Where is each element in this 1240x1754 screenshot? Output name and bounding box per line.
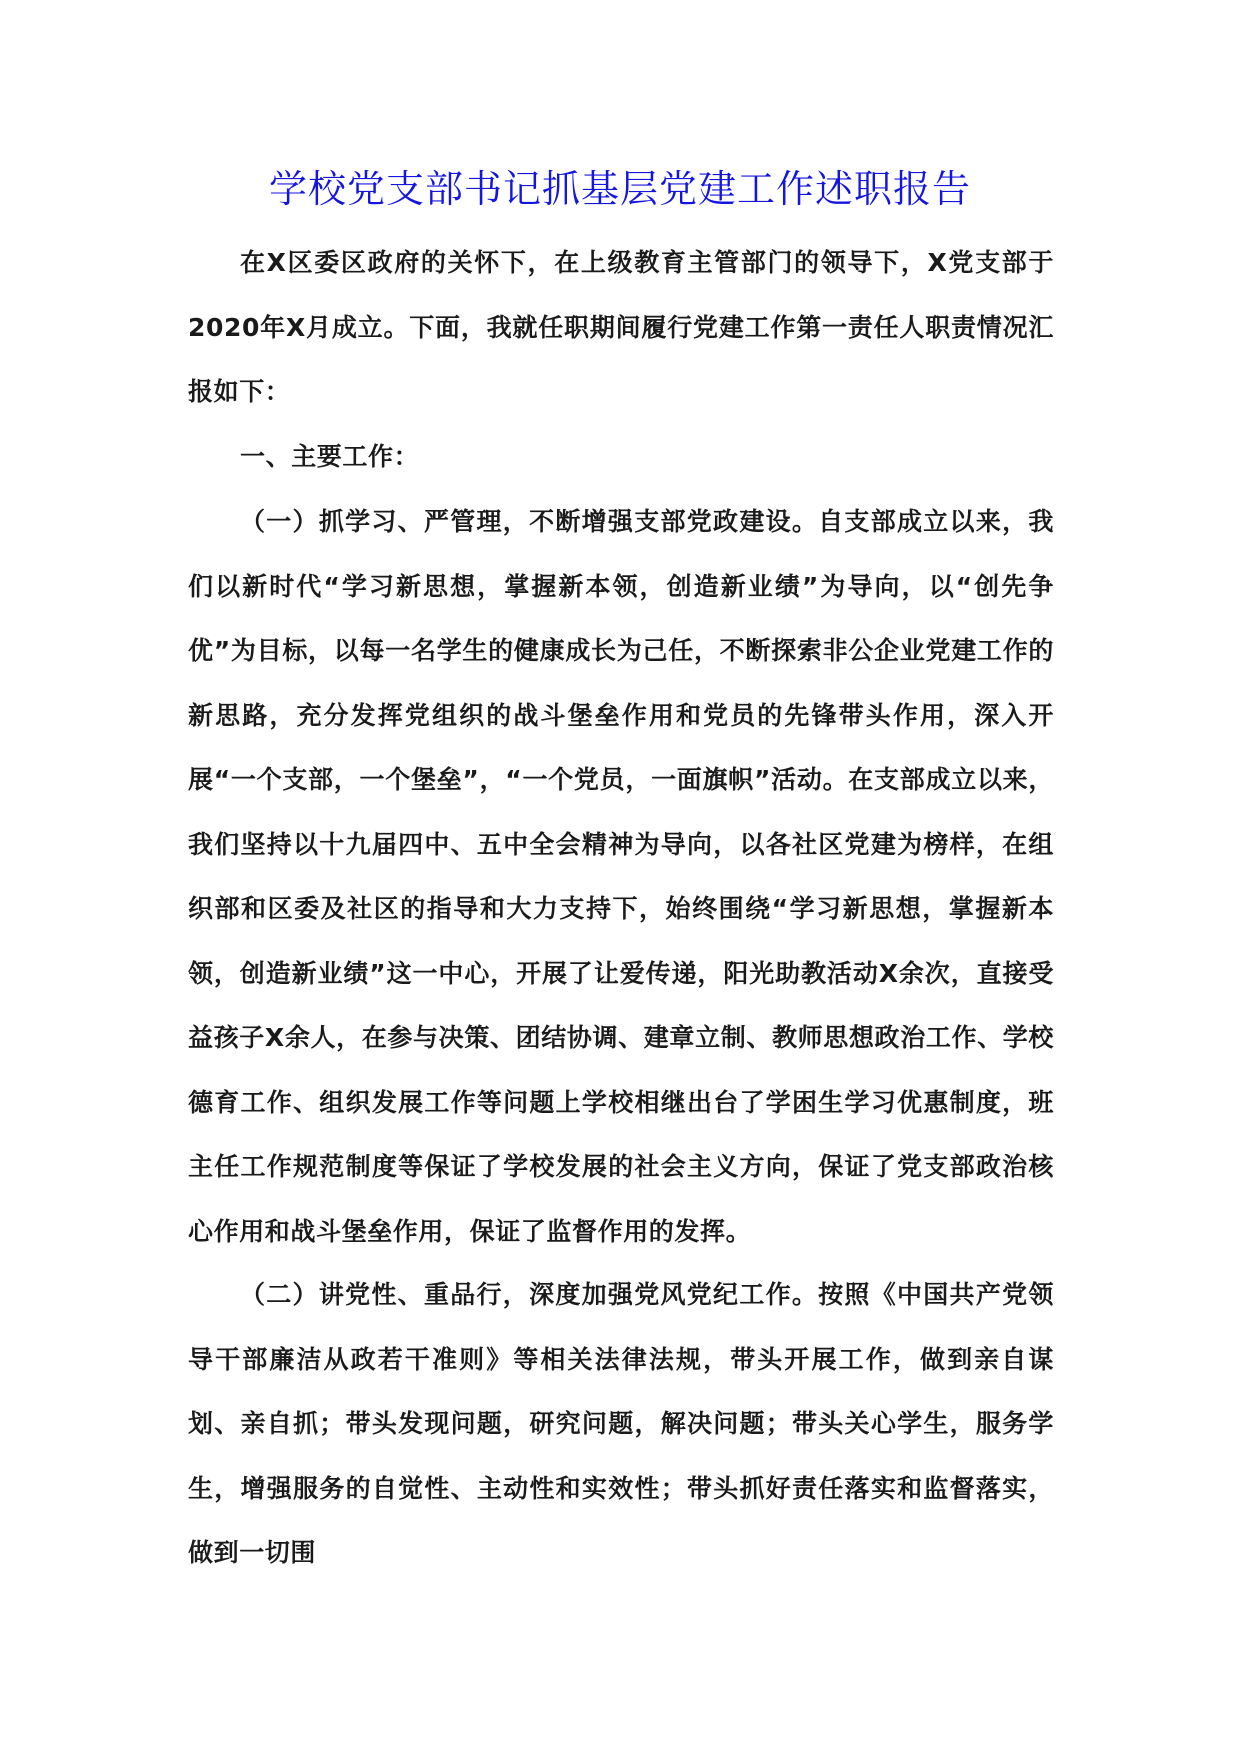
intro-paragraph: 在X区委区政府的关怀下，在上级教育主管部门的领导下，X党支部于2020年X月成立。下面，我就任职期间履行党建工作第一责任人职责情况汇报如下： xyxy=(188,248,1054,406)
item-two-paragraph: （二）讲党性、重品行，深度加强党风党纪工作。按照《中国共产党领导干部廉洁从政若干准则》等相关法律法规，带头开展工作，做到亲自谋划、亲自抓；带头发现问题，研究问题，解决问题；带头关心学生，服务学生，增强服务的自觉性、主动性和实效性；带头抓好责任落实和监督落实，做到一切围 xyxy=(188,1280,1054,1567)
document-title: 学校党支部书记抓基层党建工作述职报告 xyxy=(268,167,971,211)
item-one-paragraph: （一）抓学习、严管理，不断增强支部党政建设。自支部成立以来，我们以新时代“学习新思想，掌握新本领，创造新业绩”为导向，以“创先争优”为目标，以每一名学生的健康成长为己任，不断探索非公企业党建工作的新思路，充分发挥党组织的战斗堡垒作用和党员的先锋带头作用，深入开展“一个支部，一个堡垒”，“一个党员，一面旗帜”活动。在支部成立以来，我们坚持以十九届四中、五中全会精神为导向，以各社区党建为榜样，在组织部和区委及社区的指导和大力支持下，始终围绕“学习新思想，掌握新本领，创造新业绩”这一中心，开展了让爱传递，阳光助教活动X余次，直接受益孩子X余人，在参与决策、团结协调、建章立制、教师思想政治工作、学校德育工作、组织发展工作等问题上学校相继出台了学困生学习优惠制度，班主任工作规范制度等保证了学校发展的社会主义方向，保证了党支部政治核心作用和战斗堡垒作用，保证了监督作用的发挥。 xyxy=(188,507,1054,1246)
section-heading: 一、主要工作： xyxy=(240,442,420,471)
